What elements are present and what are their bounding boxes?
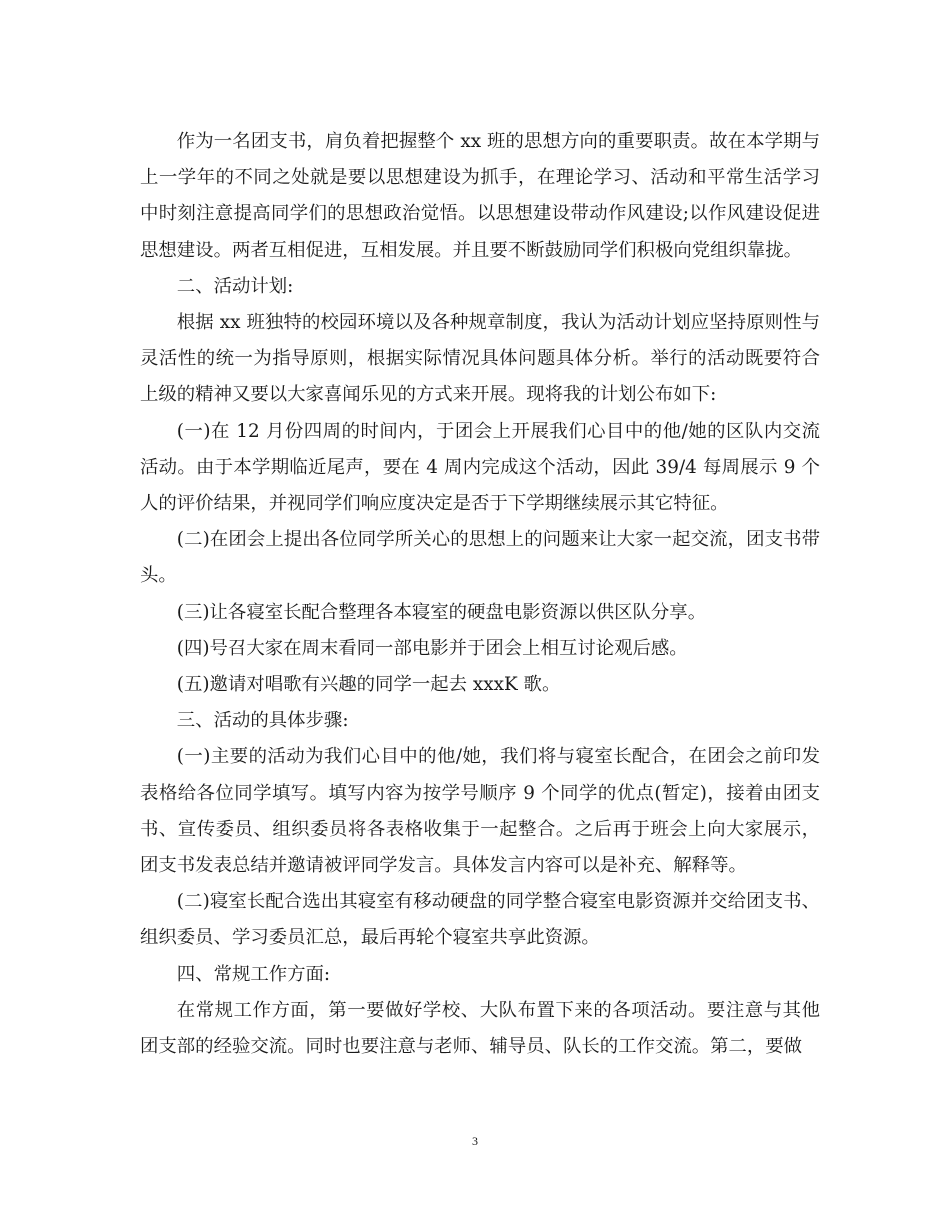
page-number: 3 (472, 1134, 478, 1148)
paragraph-intro: 作为一名团支书，肩负着把握整个 xx 班的思想方向的重要职责。故在本学期与上一学年的不同之处就是要以思想建设为抓手，在理论学习、活动和平常生活学习中时刻注意提高同学们的思想政治觉悟。以思想建设带动作风建设;以作风建设促进思想建设。两者互相促进，互相发展。并且要不断鼓励同学们积极向党组织靠拢。 (140, 131, 820, 261)
heading-activity-steps: 三、活动的具体步骤: (176, 710, 349, 732)
heading-activity-plan: 二、活动计划: (176, 275, 294, 297)
paragraph-plan-item-1: (一)在 12 月份四周的时间内，于团会上开展我们心目中的他/她的区队内交流活动。由于本学期临近尾声，要在 4 周内完成这个活动，因此 39/4 每周展示 9 个人的评价结果，并视同学们响应度决定是否于下学期继续展示其它特征。 (140, 420, 820, 515)
paragraph-plan-item-3: (三)让各寝室长配合整理各本寝室的硬盘电影资源以供区队分享。 (176, 601, 707, 623)
paragraph-plan-item-2: (二)在团会上提出各位同学所关心的思想上的问题来让大家一起交流，团支书带头。 (140, 529, 820, 587)
paragraph-step-2: (二)寝室长配合选出其寝室有移动硬盘的同学整合寝室电影资源并交给团支书、组织委员、学习委员汇总，最后再轮个寝室共享此资源。 (140, 891, 820, 949)
paragraph-plan-principle: 根据 xx 班独特的校园环境以及各种规章制度，我认为活动计划应坚持原则性与灵活性的统一为指导原则，根据实际情况具体问题具体分析。举行的活动既要符合上级的精神又要以大家喜闻乐见的方式来开展。现将我的计划公布如下: (140, 312, 820, 406)
paragraph-routine-work: 在常规工作方面，第一要做好学校、大队布置下来的各项活动。要注意与其他团支部的经验交流。同时也要注意与老师、辅导员、队长的工作交流。第二，要做 (140, 999, 820, 1058)
heading-routine-work: 四、常规工作方面: (176, 963, 331, 985)
paragraph-plan-item-4: (四)号召大家在周末看同一部电影并于团会上相互讨论观后感。 (176, 637, 688, 659)
document-body (140, 124, 820, 1065)
paragraph-plan-item-5: (五)邀请对唱歌有兴趣的同学一起去 xxxK 歌。 (176, 674, 561, 696)
paragraph-step-1: (一)主要的活动为我们心目中的他/她，我们将与寝室长配合，在团会之前印发表格给各位同学填写。填写内容为按学号顺序 9 个同学的优点(暂定)，接着由团支书、宣传委员、组织委员将各表格收集于一起整合。之后再于班会上向大家展示，团支书发表总结并邀请被评同学发言。具体发言内容可以是补充、解释等。 (140, 746, 820, 877)
